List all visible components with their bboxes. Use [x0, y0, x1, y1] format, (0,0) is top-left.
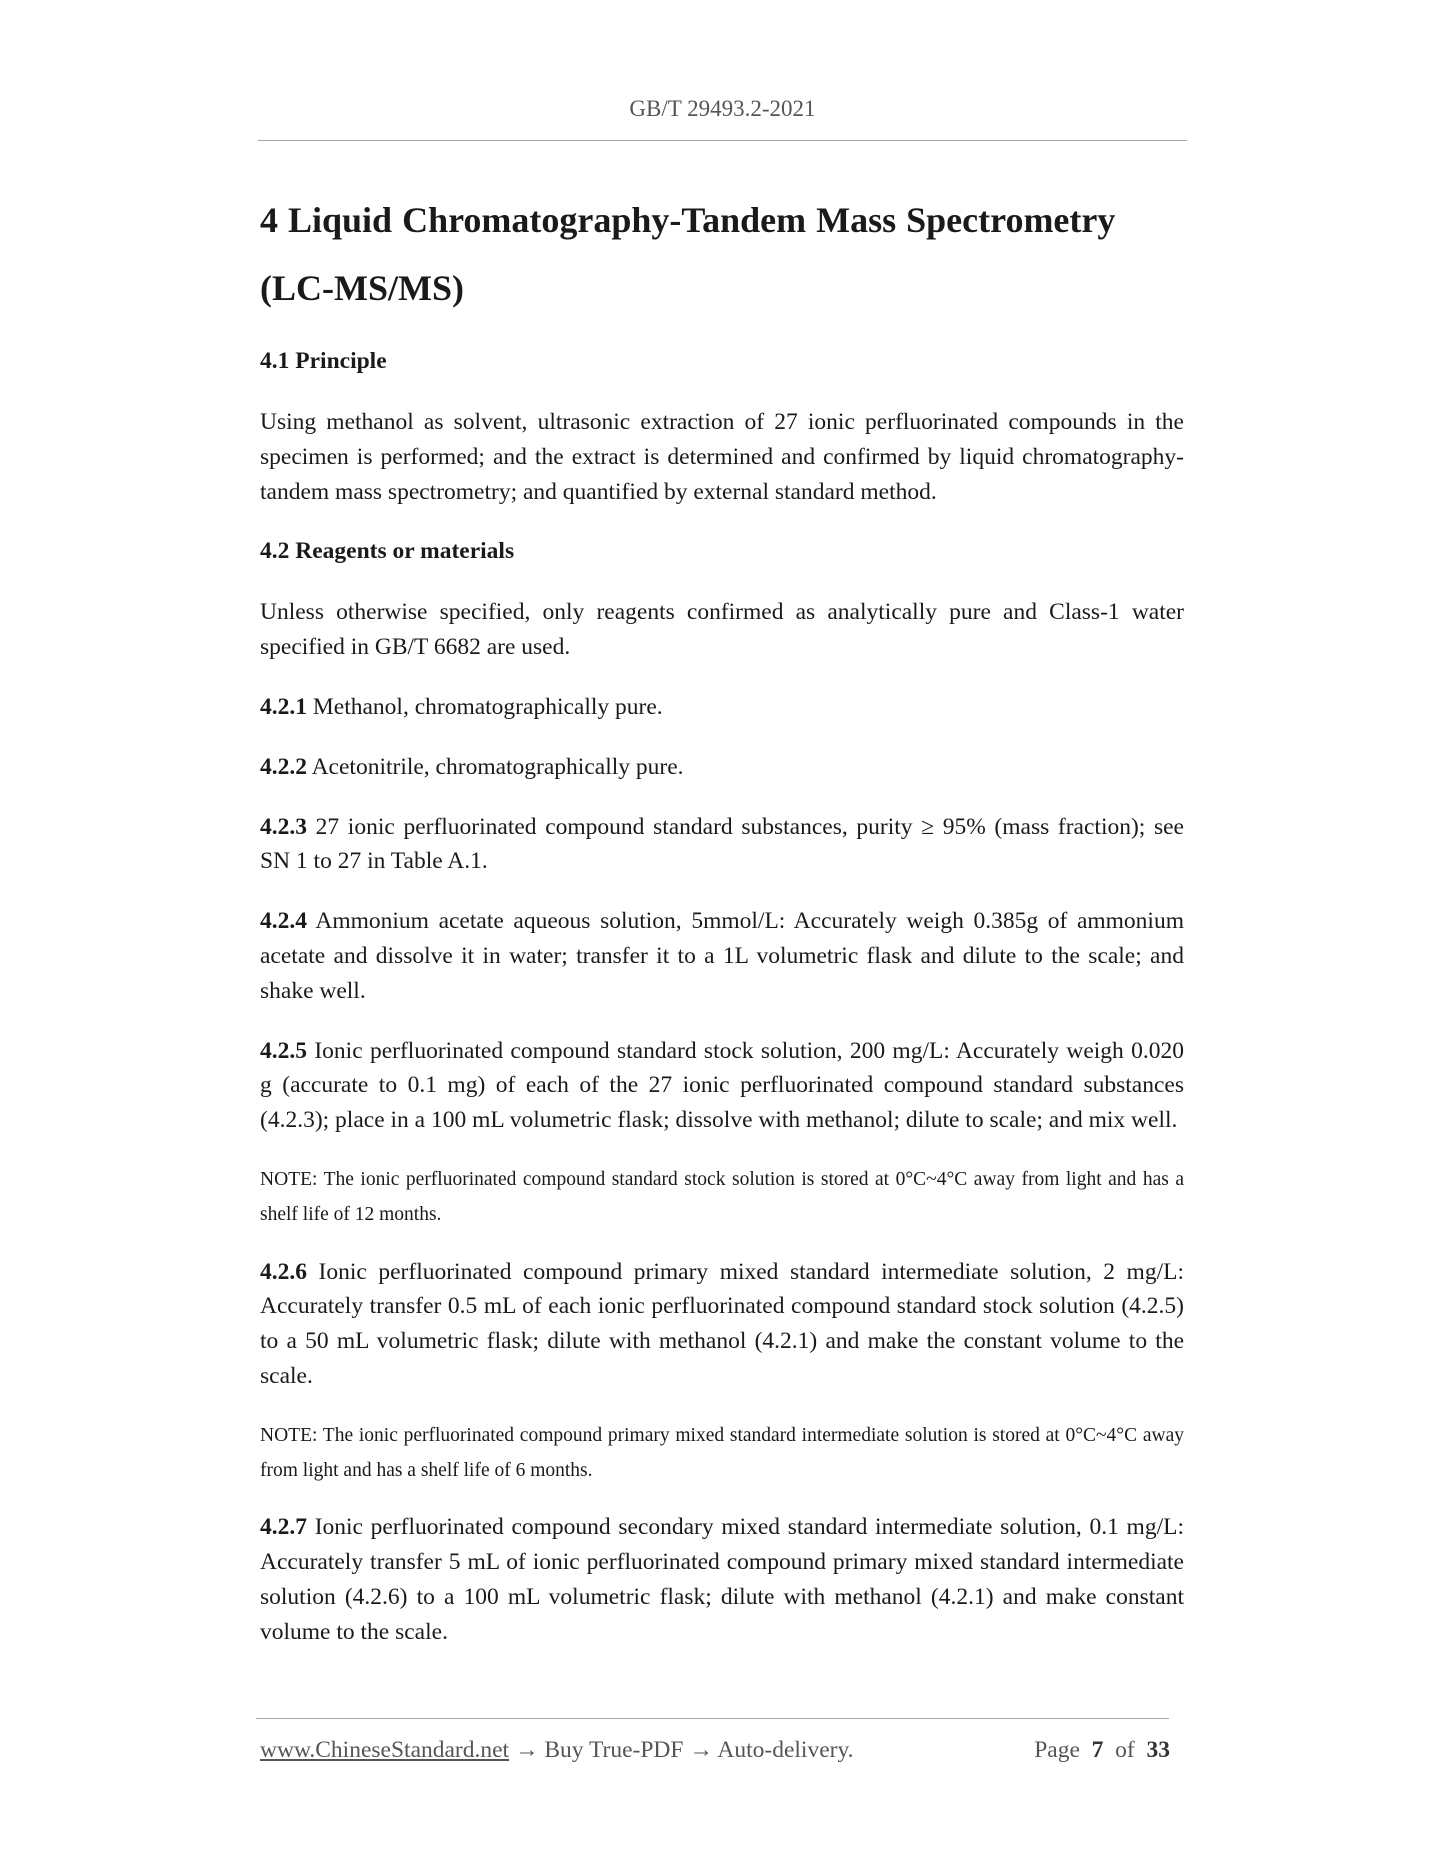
note-primary-intermediate: NOTE: The ionic perfluorinated compound primary mixed standard intermediate solution is stored at 0°C~4°C away from light and has a shelf life of 6 months. [260, 1424, 1184, 1481]
clause-number: 4.2.6 [260, 1258, 307, 1285]
section-title: 4 Liquid Chromatography-Tandem Mass Spectrometry (LC-MS/MS) [260, 200, 1116, 308]
header-divider [258, 140, 1187, 141]
note-stock-solution: NOTE: The ionic perfluorinated compound standard stock solution is stored at 0°C~4°C away from light and has a shelf life of 12 months. [260, 1168, 1184, 1225]
reagents-heading: 4.2 Reagents or materials [260, 538, 515, 565]
page-number [1034, 1737, 1170, 1764]
reagent-item-4-2-3 [260, 810, 1184, 880]
page-of: of [1115, 1737, 1135, 1763]
clause-text: Ionic perfluorinated compound standard stock solution, 200 mg/L: Accurately weigh 0.020 g (accurate to 0.1 mg) of each of the 27 ionic perfluorinated compound standard substances (4.2.3); place in a 100 mL volumetric flask; dissolve with methanol; dilute to scale; and mix well. [260, 1037, 1184, 1134]
clause-text: Ionic perfluorinated compound secondary mixed standard intermediate solution, 0.1 mg/L: Accurately transfer 5 mL of ionic perfluorinated compound primary mixed standard intermediate solution (4.2.6) to a 100 mL volumetric flask; dilute with methanol (4.2.1) and make constant volume to the scale. [260, 1514, 1184, 1645]
page-total: 33 [1146, 1737, 1170, 1763]
clause-number: 4.2.7 [260, 1514, 307, 1541]
document-code-header: GB/T 29493.2-2021 [629, 96, 816, 121]
page-label: Page [1034, 1737, 1080, 1763]
reagent-item-4-2-6 [260, 1255, 1184, 1394]
principle-heading: 4.1 Principle [260, 348, 387, 374]
page-current: 7 [1091, 1737, 1104, 1763]
clause-text: Ammonium acetate aqueous solution, 5mmol/L: Accurately weigh 0.385g of ammonium acetate and dissolve it in water; transfer it to a 1L volumetric flask and dilute to the scale; and shake well. [260, 908, 1184, 1004]
reagents-intro: Unless otherwise specified, only reagents confirmed as analytically pure and Class-1 water specified in GB/T 6682 are used. [260, 599, 1184, 661]
promo-text: → Buy True-PDF → Auto-delivery. [509, 1737, 854, 1763]
reagent-item-4-2-5 [260, 1034, 1184, 1138]
clause-number: 4.2.3 [260, 813, 307, 840]
website-link[interactable]: www.ChineseStandard.net [260, 1737, 510, 1763]
footer-promo [260, 1737, 854, 1764]
clause-text: 27 ionic perfluorinated compound standard substances, purity ≥ 95% (mass fraction); see SN 1 to 27 in Table A.1. [260, 813, 1184, 875]
reagent-item-4-2-4 [260, 904, 1184, 1008]
reagent-item-4-2-2 [260, 750, 1184, 785]
clause-text: Methanol, chromatographically pure. [307, 693, 663, 720]
reagent-item-4-2-7 [260, 1510, 1184, 1649]
clause-number: 4.2.1 [260, 693, 307, 720]
footer-divider [256, 1718, 1169, 1719]
clause-number: 4.2.5 [260, 1037, 307, 1064]
principle-text: Using methanol as solvent, ultrasonic extraction of 27 ionic perfluorinated compounds in the specimen is performed; and the extract is determined and confirmed by liquid chromatography-tandem mass spectrometry; and quantified by external standard method. [260, 409, 1184, 505]
clause-number: 4.2.4 [260, 908, 307, 935]
reagent-item-4-2-1 [260, 690, 1184, 725]
clause-text: Ionic perfluorinated compound primary mixed standard intermediate solution, 2 mg/L: Accurately transfer 0.5 mL of each ionic perfluorinated compound standard stock solution (4.2.5) to a 50 mL volumetric flask; dilute with methanol (4.2.1) and make the constant volume to the scale. [260, 1258, 1184, 1389]
page-content [260, 186, 1184, 1675]
clause-number: 4.2.2 [260, 753, 307, 780]
clause-text: Acetonitrile, chromatographically pure. [307, 753, 684, 780]
